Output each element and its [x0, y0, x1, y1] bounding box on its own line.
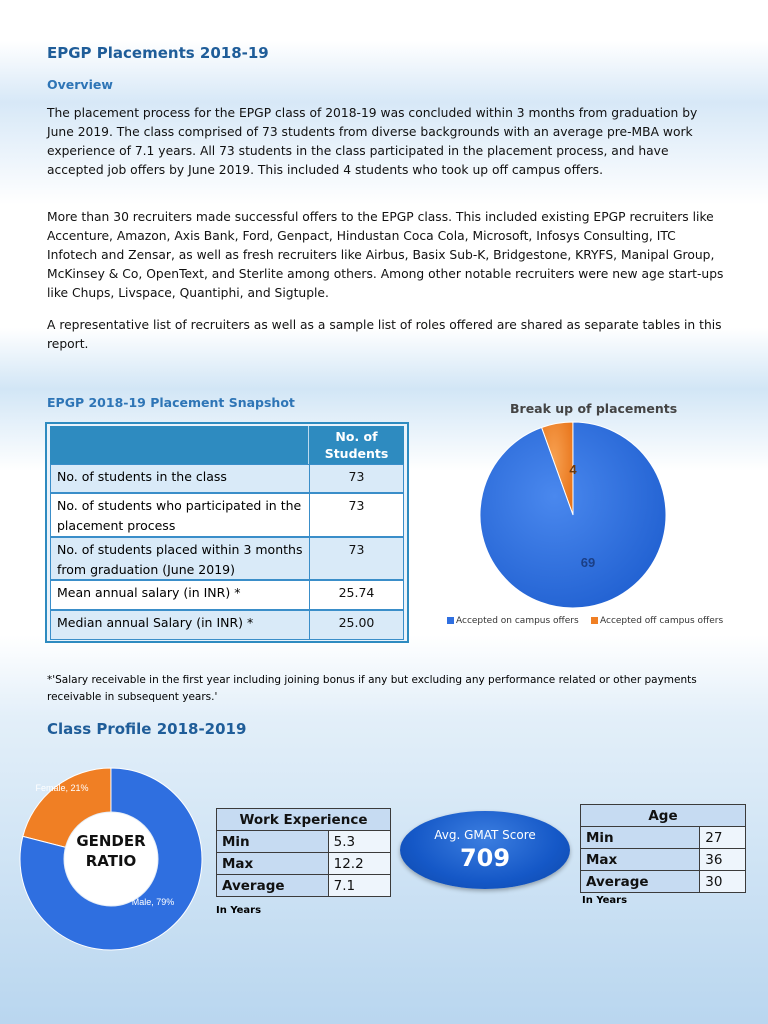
table-row	[50, 464, 404, 493]
gender-donut-chart	[10, 760, 210, 960]
gmat-label: Avg. GMAT Score	[434, 828, 536, 842]
table-row	[217, 875, 391, 897]
table-row	[50, 493, 404, 537]
age-title: Age	[581, 805, 746, 827]
row-label: Average	[217, 875, 329, 897]
table-row	[50, 610, 404, 640]
work-experience-table	[216, 808, 391, 897]
age-unit: In Years	[582, 895, 628, 906]
legend-label: Accepted off campus offers	[600, 616, 724, 626]
legend-swatch	[447, 617, 454, 624]
class-profile-title: Class Profile 2018-2019	[47, 720, 247, 738]
row-label: Average	[581, 871, 700, 893]
row-value: 73	[309, 538, 403, 579]
snapshot-header-row	[50, 426, 404, 464]
pie-chart-title: Break up of placements	[510, 401, 678, 416]
legend-item-on-campus	[447, 616, 579, 626]
row-label: Mean annual salary (in INR) *	[57, 585, 241, 600]
gmat-badge	[400, 811, 570, 889]
row-label: Max	[217, 853, 329, 875]
paragraph-1: The placement process for the EPGP class of 2018-19 was concluded within 3 months from graduation by June 2019. The class comprised of 73 students from diverse backgrounds with an average pre-MBA work experience of 7.1 years. All 73 students in the class participated in the placement process, and have accepted job offers by June 2019. This included 4 students who took up off campus offers.	[47, 106, 698, 177]
donut-label-female: Female, 21%	[35, 783, 89, 793]
work-experience-unit: In Years	[216, 905, 262, 916]
gmat-value: 709	[459, 844, 511, 872]
snapshot-table	[45, 422, 409, 643]
snapshot-title: EPGP 2018-19 Placement Snapshot	[47, 395, 295, 410]
row-value: 12.2	[328, 853, 390, 875]
paragraph-3: A representative list of recruiters as well as a sample list of roles offered are shared as separate tables in this report.	[47, 318, 722, 351]
table-row	[217, 831, 391, 853]
salary-footnote: *'Salary receivable in the first year including joining bonus if any but excluding any performance related or other payments receivable in subsequent years.'	[47, 674, 697, 703]
legend-swatch	[591, 617, 598, 624]
row-value: 30	[700, 871, 746, 893]
work-experience-title: Work Experience	[217, 809, 391, 831]
donut-center-line1: GENDER	[76, 832, 146, 850]
row-value: 27	[700, 827, 746, 849]
row-label: Min	[217, 831, 329, 853]
overview-heading: Overview	[47, 77, 113, 92]
legend-item-off-campus	[591, 616, 723, 626]
table-row	[581, 871, 746, 893]
table-row	[50, 537, 404, 580]
row-label: Min	[581, 827, 700, 849]
row-label: No. of students placed within 3 months from graduation (June 2019)	[57, 542, 303, 577]
donut-label-male: Male, 79%	[131, 897, 175, 907]
table-row	[581, 849, 746, 871]
row-value: 5.3	[328, 831, 390, 853]
row-value: 25.00	[309, 611, 403, 639]
pie-slice-on-campus	[480, 422, 666, 608]
snapshot-header-value: No. of Students	[308, 426, 404, 464]
pie-label-off-campus: 4	[569, 462, 577, 477]
row-value: 7.1	[328, 875, 390, 897]
pie-label-on-campus: 69	[580, 555, 596, 570]
row-value: 73	[309, 494, 403, 536]
row-value: 25.74	[309, 581, 403, 609]
row-value: 73	[309, 465, 403, 492]
donut-center-line2: RATIO	[85, 852, 137, 870]
row-label: No. of students who participated in the placement process	[57, 498, 302, 533]
page-title: EPGP Placements 2018-19	[47, 44, 269, 62]
placement-pie-chart	[470, 418, 690, 618]
table-row	[217, 853, 391, 875]
row-label: No. of students in the class	[57, 469, 227, 484]
row-label: Max	[581, 849, 700, 871]
row-value: 36	[700, 849, 746, 871]
table-row	[581, 827, 746, 849]
table-row	[50, 580, 404, 610]
age-table	[580, 804, 746, 893]
legend-label: Accepted on campus offers	[456, 616, 579, 626]
row-label: Median annual Salary (in INR) *	[57, 615, 254, 630]
paragraph-2: More than 30 recruiters made successful offers to the EPGP class. This included existing EPGP recruiters like Accenture, Amazon, Axis Bank, Ford, Genpact, Hindustan Coca Cola, Microsoft, Infosys Consulting, ITC Infotech and Zensar, as well as fresh recruiters like Airbus, Basix Sub-K, Bridgestone, KRYFS, Manipal Group, McKinsey & Co, OpenText, and Sterlite among others. Among other notable recruiters were new age start-ups like Chups, Livspace, Quantiphi, and Sigtuple.	[47, 210, 724, 300]
